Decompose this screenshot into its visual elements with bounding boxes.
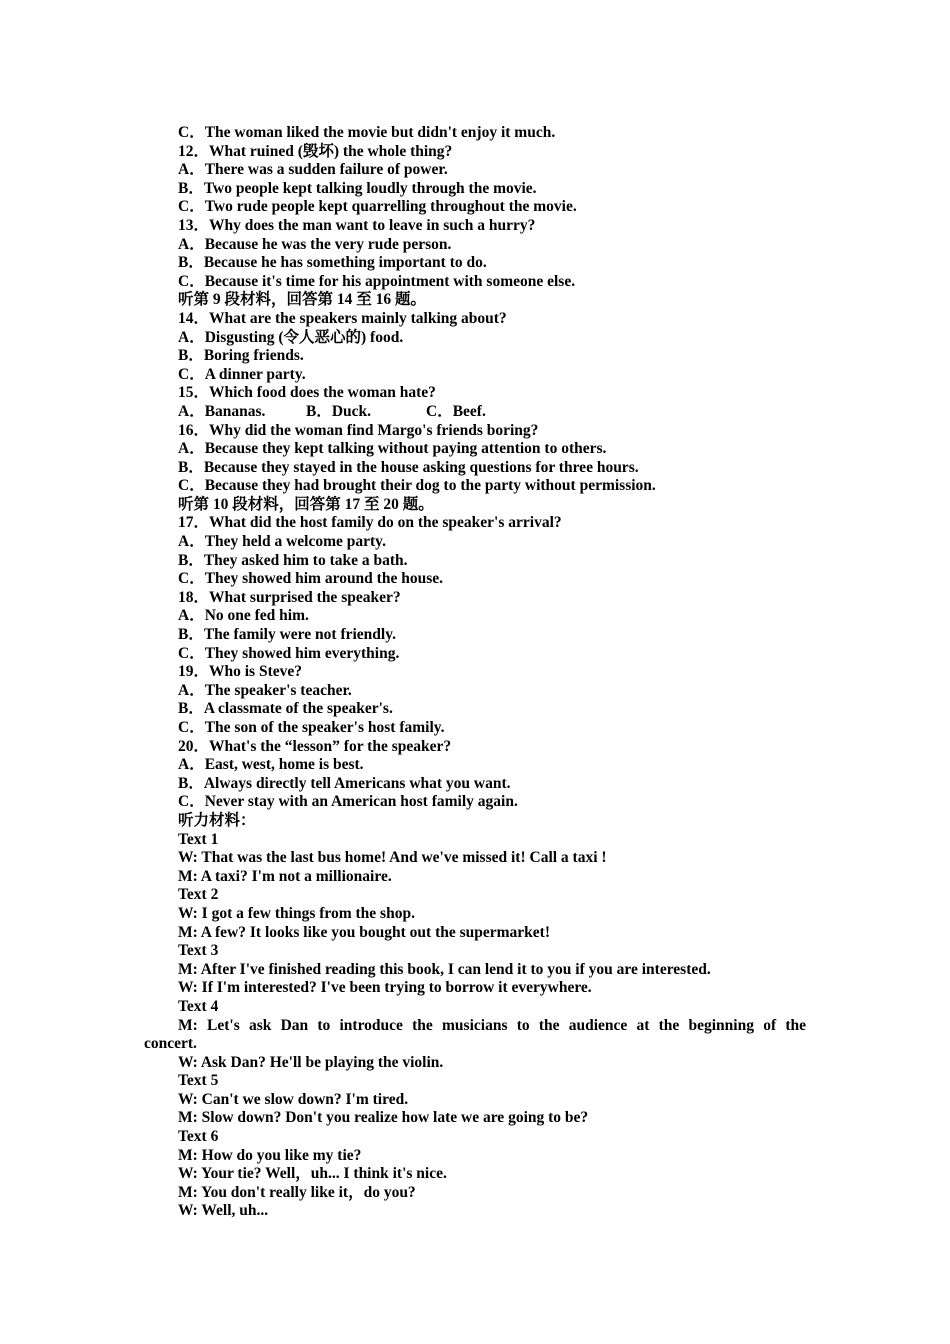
q15-option-b: B．Duck. (306, 402, 372, 420)
option-line: C．They showed him everything. (178, 644, 400, 662)
transcript-block-end (144, 1054, 806, 1221)
section-heading: 听第 9 段材料，回答第 14 至 16 题。 (178, 291, 427, 309)
section-heading: 听第 10 段材料，回答第 17 至 20 题。 (178, 495, 434, 513)
option-line: C．A dinner party. (178, 365, 306, 383)
question-line: 19．Who is Steve? (178, 663, 303, 681)
option-line: B．A classmate of the speaker's. (178, 700, 393, 718)
option-line: A．They held a welcome party. (178, 533, 386, 551)
question-line: 12．What ruined (毁坏) the whole thing? (178, 142, 453, 160)
option-line: B．They asked him to take a bath. (178, 551, 408, 569)
text-heading: Text 2 (178, 886, 219, 904)
option-line: A．East, west, home is best. (178, 756, 364, 774)
transcript-line: M: You don't really like it，do you? (178, 1183, 416, 1201)
option-line: C．Because they had brought their dog to the party without permission. (178, 477, 656, 495)
option-line: B．Because he has something important to do. (178, 254, 487, 272)
q15-options-row (144, 403, 806, 422)
transcript-line: W: Your tie? Well，uh... I think it's nice. (178, 1165, 447, 1183)
transcript-line: M: A few? It looks like you bought out the supermarket! (178, 923, 551, 941)
question-line: 17．What did the host family do on the speaker's arrival? (178, 514, 562, 532)
section-heading: 听力材料： (178, 811, 256, 829)
text-heading: Text 6 (178, 1128, 219, 1146)
option-line: A．No one fed him. (178, 607, 309, 625)
option-line: B．The family were not friendly. (178, 626, 396, 644)
option-line: A．Disgusting (令人恶心的) food. (178, 328, 404, 346)
transcript-line: M: Let's ask Dan to introduce the musicians to the audience at the beginning of the (178, 1016, 806, 1034)
transcript-line: W: Well, uh... (178, 1202, 269, 1220)
transcript-line: W: That was the last bus home! And we've missed it! Call a taxi ! (178, 849, 607, 867)
option-line: A．Because they kept talking without paying attention to others. (178, 440, 607, 458)
q15-option-a: A．Bananas. (178, 402, 266, 420)
option-line: C．Because it's time for his appointment with someone else. (178, 272, 576, 290)
option-line: B．Boring friends. (178, 347, 304, 365)
question-line: 13．Why does the man want to leave in such a hurry? (178, 216, 536, 234)
option-line: A．There was a sudden failure of power. (178, 161, 448, 179)
transcript-line: M: A taxi? I'm not a millionaire. (178, 867, 392, 885)
transcript-line: W: If I'm interested? I've been trying to borrow it everywhere. (178, 979, 592, 997)
question-line: 16．Why did the woman find Margo's friends boring? (178, 421, 539, 439)
document-body (144, 124, 806, 1221)
option-line: A．The speaker's teacher. (178, 681, 352, 699)
option-line: C．Never stay with an American host family again. (178, 793, 518, 811)
text-heading: Text 3 (178, 942, 219, 960)
question-line: 14．What are the speakers mainly talking about? (178, 309, 507, 327)
q15-option-c: C．Beef. (426, 402, 486, 420)
text-heading: Text 4 (178, 997, 219, 1015)
option-line: C．The woman liked the movie but didn't enjoy it much. (178, 124, 556, 141)
transcript-line: W: Ask Dan? He'll be playing the violin. (178, 1053, 444, 1071)
option-line: C．Two rude people kept quarrelling throughout the movie. (178, 198, 577, 216)
question-line: 18．What surprised the speaker? (178, 588, 401, 606)
option-line: B．Always directly tell Americans what you want. (178, 774, 511, 792)
transcript-line: M: How do you like my tie? (178, 1146, 362, 1164)
option-line: B．Two people kept talking loudly through the movie. (178, 179, 537, 197)
option-line: A．Because he was the very rude person. (178, 235, 452, 253)
transcript-line: concert. (144, 1035, 197, 1053)
question-line: 20．What's the “lesson” for the speaker? (178, 737, 452, 755)
transcript-line: M: After I've finished reading this book, I can lend it to you if you are interested. (178, 960, 711, 978)
transcript-line: M: Slow down? Don't you realize how late we are going to be? (178, 1109, 589, 1127)
question-block-16-20-and-transcript (144, 422, 806, 1017)
option-line: C．They showed him around the house. (178, 570, 443, 588)
text-heading: Text 5 (178, 1072, 219, 1090)
transcript-line: W: I got a few things from the shop. (178, 904, 415, 922)
text-heading: Text 1 (178, 830, 219, 848)
question-block-11-15 (144, 124, 806, 403)
option-line: C．The son of the speaker's host family. (178, 719, 445, 736)
question-line: 15．Which food does the woman hate? (178, 384, 436, 402)
transcript-line: W: Can't we slow down? I'm tired. (178, 1090, 409, 1108)
option-line: B．Because they stayed in the house asking questions for three hours. (178, 458, 639, 476)
